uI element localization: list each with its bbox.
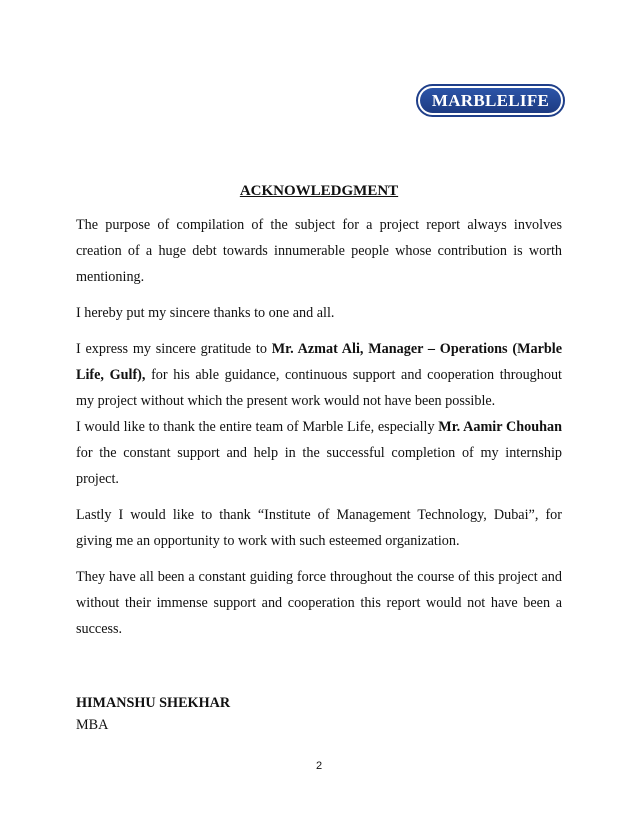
logo-badge xyxy=(420,88,561,113)
gratitude-text-end: for his able guidance, continuous support and cooperation throughout my project without which the present work would not have been possible. xyxy=(76,367,562,409)
paragraph-gratitude xyxy=(76,336,562,414)
paragraph-purpose: The purpose of compilation of the subject for a project report always involves creation of a huge debt towards innumerable people whose contribution is worth mentioning. xyxy=(76,217,562,285)
gratitude-person: Mr. Azmat Ali, Manager – Operations (Marble Life, Gulf), xyxy=(76,341,562,383)
gratitude-text-start: I express my sincere gratitude to xyxy=(76,341,272,357)
team-text-end: for the constant support and help in the successful completion of my internship project. xyxy=(76,445,562,487)
acknowledgment-body xyxy=(76,212,562,642)
page-title: ACKNOWLEDGMENT xyxy=(239,183,399,199)
author-degree: MBA xyxy=(76,717,109,733)
paragraph-guidance: They have all been a constant guiding force throughout the course of this project and without their immense support and cooperation this report would not have been a success. xyxy=(76,569,562,637)
paragraph-team xyxy=(76,414,562,492)
page-number: 2 xyxy=(315,760,323,772)
signature-block xyxy=(76,692,230,736)
team-text-start: I would like to thank the entire team of Marble Life, especially xyxy=(76,419,439,435)
marblelife-logo xyxy=(416,84,565,117)
team-person: Mr. Aamir Chouhan xyxy=(438,419,562,435)
logo-text: MARBLELIFE xyxy=(431,90,550,110)
paragraph-thanks: I hereby put my sincere thanks to one and all. xyxy=(76,305,335,321)
paragraph-institute: Lastly I would like to thank “Institute of Management Technology, Dubai”, for giving me an opportunity to work with such esteemed organization. xyxy=(76,507,562,549)
author-name: HIMANSHU SHEKHAR xyxy=(76,695,231,711)
